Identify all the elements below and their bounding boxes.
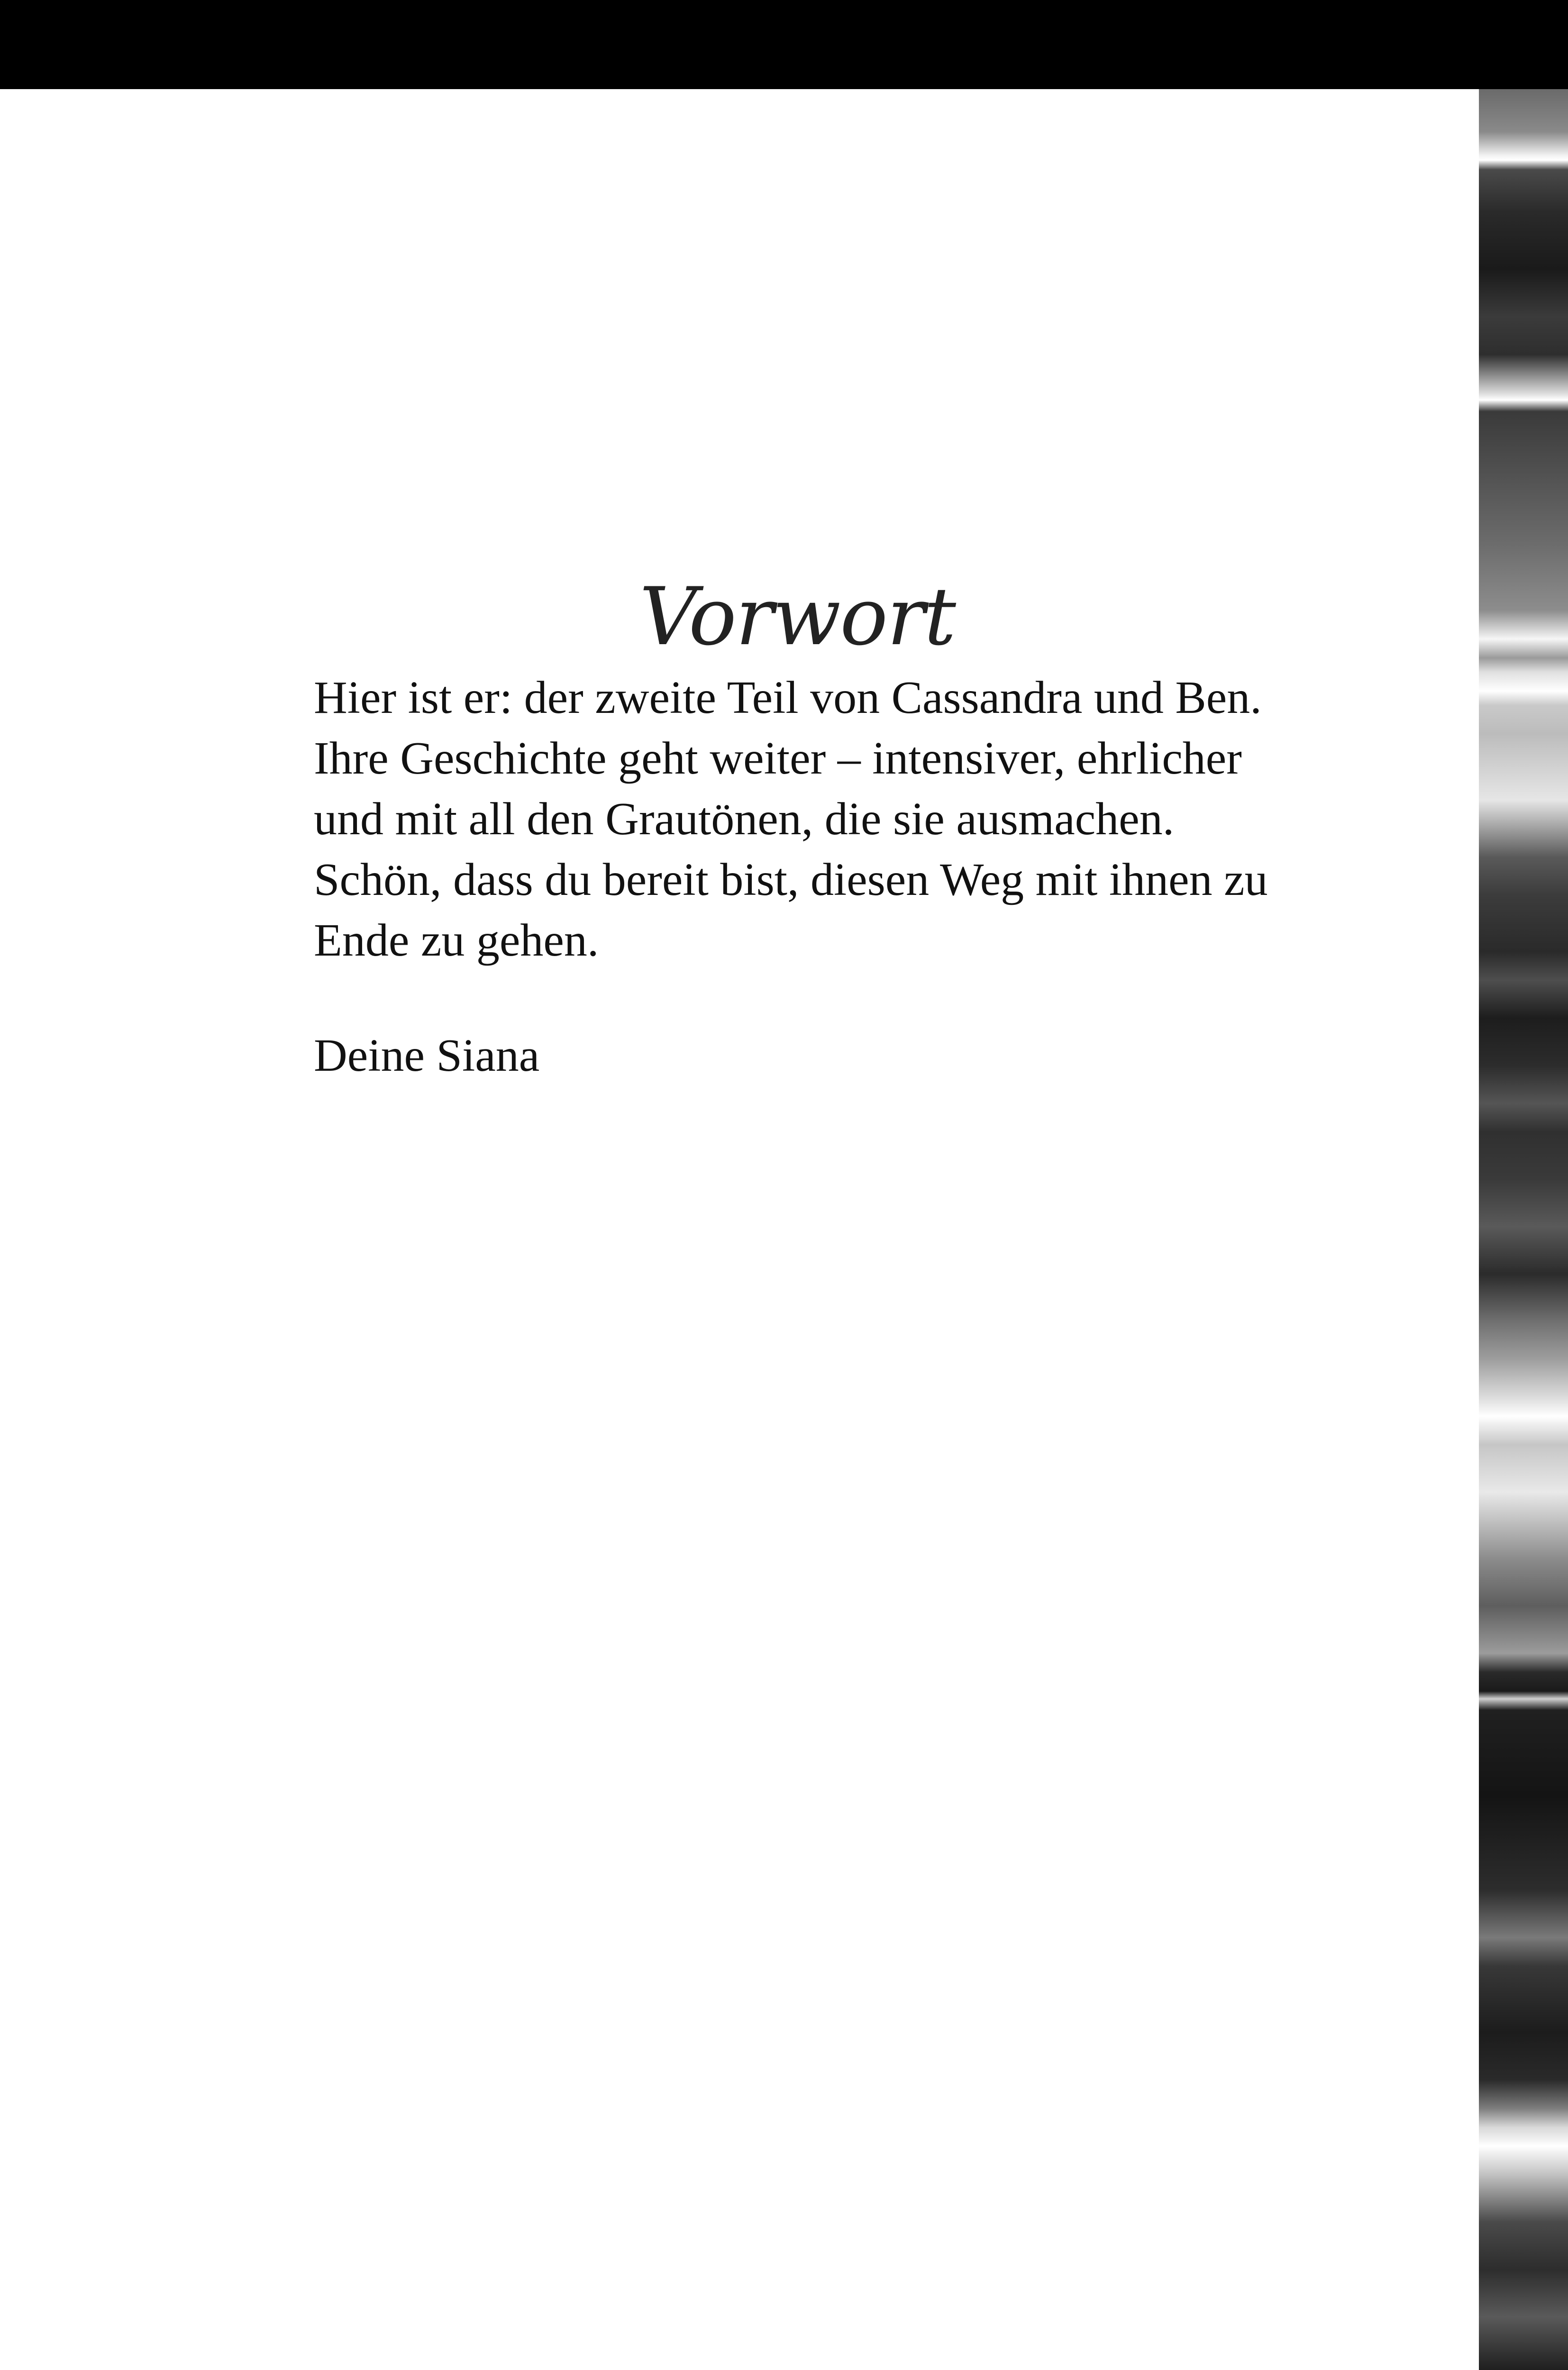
signature: Deine Siana <box>314 1030 540 1081</box>
paragraph-line: Ihre Geschichte geht weiter – intensiver, ehrlicher <box>314 733 1242 784</box>
cover-edge-strip <box>1479 89 1568 2370</box>
paragraph-line: Ende zu gehen. <box>314 915 599 966</box>
paragraph-line: und mit all den Grautönen, die sie ausmachen. <box>314 793 1175 845</box>
paragraph-line: Hier ist er: der zweite Teil von Cassandra und Ben. <box>314 672 1262 723</box>
foreword-paragraph <box>314 667 1319 971</box>
paragraph-line: Schön, dass du bereit bist, diesen Weg mit ihnen zu <box>314 854 1268 905</box>
page-title: Vorwort <box>639 570 956 663</box>
top-black-border <box>0 0 1568 89</box>
book-page <box>0 89 1479 2370</box>
